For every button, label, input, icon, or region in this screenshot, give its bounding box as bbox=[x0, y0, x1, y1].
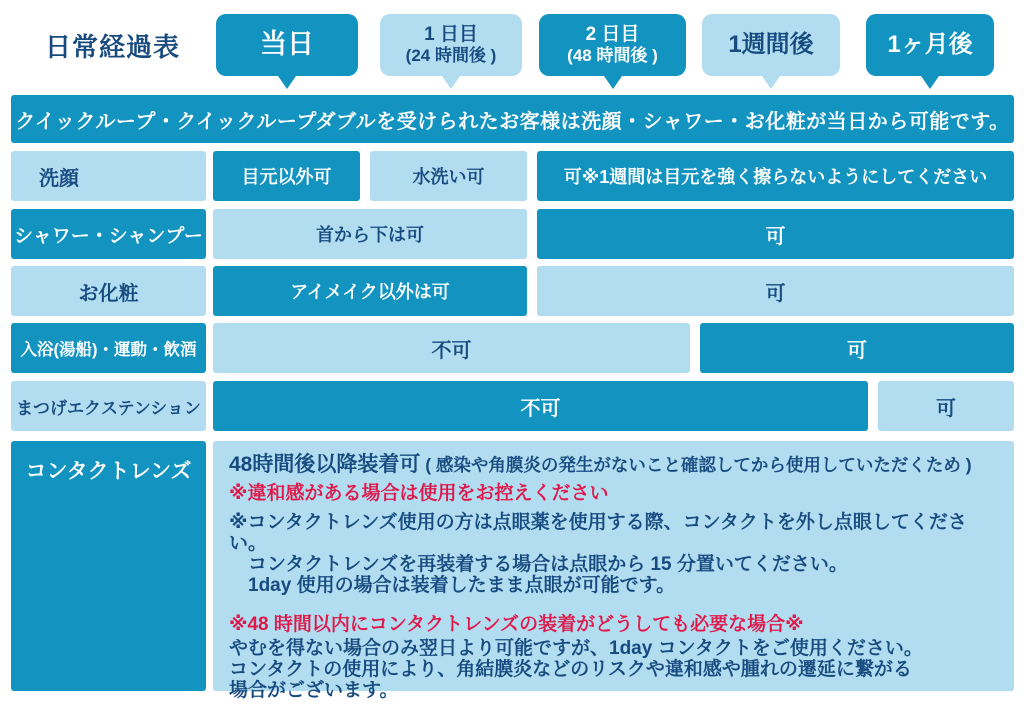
tab-day-2-label: 2 日目 bbox=[585, 24, 640, 46]
details-line-2: コンタクトの使用により、角結膜炎などのリスクや違和感や腫れの遷延に繋がる bbox=[229, 659, 912, 680]
cell-makeup-after-day-2: 可 bbox=[537, 266, 1014, 316]
tab-day-1-label: 1 日目 bbox=[424, 24, 478, 46]
row-label-face-wash: 洗顔 bbox=[11, 151, 206, 201]
contact-lens-headline-bold: 48時間後以降装着可 bbox=[229, 453, 421, 476]
tab-day-2-sublabel: (48 時間後 ) bbox=[567, 46, 658, 66]
tab-one-month-label: 1ヶ月後 bbox=[887, 31, 973, 59]
cell-shower-after-day-2: 可 bbox=[537, 209, 1014, 259]
row-label-bath-exercise-alcohol: 入浴(湯船)・運動・飲酒 bbox=[11, 323, 206, 373]
eyedrop-note-line-3: 1day 使用の場合は装着したまま点眼が可能です。 bbox=[248, 575, 676, 596]
cell-face-wash-same-day: 目元以外可 bbox=[213, 151, 360, 201]
contact-lens-headline-note: ( 感染や角膜炎の発生がないこと確認してから使用していただくため ) bbox=[420, 455, 972, 475]
cell-face-wash-day-1: 水洗い可 bbox=[370, 151, 527, 201]
tab-same-day-label: 当日 bbox=[260, 29, 314, 60]
row-label-makeup: お化粧 bbox=[11, 266, 206, 316]
page-title: 日常経過表 bbox=[45, 32, 181, 62]
contact-lens-warning-48h: ※48 時間以内にコンタクトレンズの装着がどうしても必要な場合※ bbox=[229, 614, 804, 635]
row-label-eyelash-extensions: まつげエクステンション bbox=[11, 381, 206, 431]
row-label-shower-shampoo: シャワー・シャンプー bbox=[11, 209, 206, 259]
cell-makeup-until-day-1: アイメイク以外は可 bbox=[213, 266, 527, 316]
cell-eyelash-after-one-month: 可 bbox=[878, 381, 1014, 431]
details-line-1: やむを得ない場合のみ翌日より可能ですが、1day コンタクトをご使用ください。 bbox=[229, 638, 923, 659]
details-line-3: 場合がございます。 bbox=[229, 680, 399, 701]
contact-lens-headline bbox=[229, 454, 998, 476]
tab-same-day bbox=[216, 14, 358, 76]
cell-bath-until-day-2: 不可 bbox=[213, 323, 690, 373]
contact-lens-details bbox=[213, 441, 1014, 701]
cell-shower-until-day-1: 首から下は可 bbox=[213, 209, 527, 259]
tab-one-month bbox=[866, 14, 994, 76]
eyedrop-note-line-2: コンタクトレンズを再装着する場合は点眼から 15 分置いてください。 bbox=[248, 554, 848, 575]
row-label-contact-lens: コンタクトレンズ bbox=[11, 441, 206, 691]
tab-one-week-label: 1週間後 bbox=[728, 31, 814, 59]
tab-one-week bbox=[702, 14, 840, 76]
quick-loop-notice-banner: クイックループ・クイックループダブルを受けられたお客様は洗顔・シャワー・お化粧が当日から可能です。 bbox=[11, 95, 1014, 143]
cell-bath-after-one-week: 可 bbox=[700, 323, 1014, 373]
contact-lens-48h-details bbox=[229, 638, 998, 701]
cell-face-wash-after-day-2: 可※1週間は目元を強く擦らないようにしてください bbox=[537, 151, 1014, 201]
eyedrop-note-line-1: ※コンタクトレンズ使用の方は点眼薬を使用する際、コンタクトを外し点眼してください。 bbox=[229, 512, 967, 554]
contact-lens-warning-discomfort: ※違和感がある場合は使用をお控えください bbox=[229, 483, 609, 504]
contact-lens-eyedrop-notes bbox=[229, 512, 998, 596]
cell-eyelash-until-one-week: 不可 bbox=[213, 381, 868, 431]
tab-day-1 bbox=[380, 14, 522, 76]
tab-day-1-sublabel: (24 時間後 ) bbox=[405, 46, 497, 66]
tab-day-2 bbox=[539, 14, 686, 76]
